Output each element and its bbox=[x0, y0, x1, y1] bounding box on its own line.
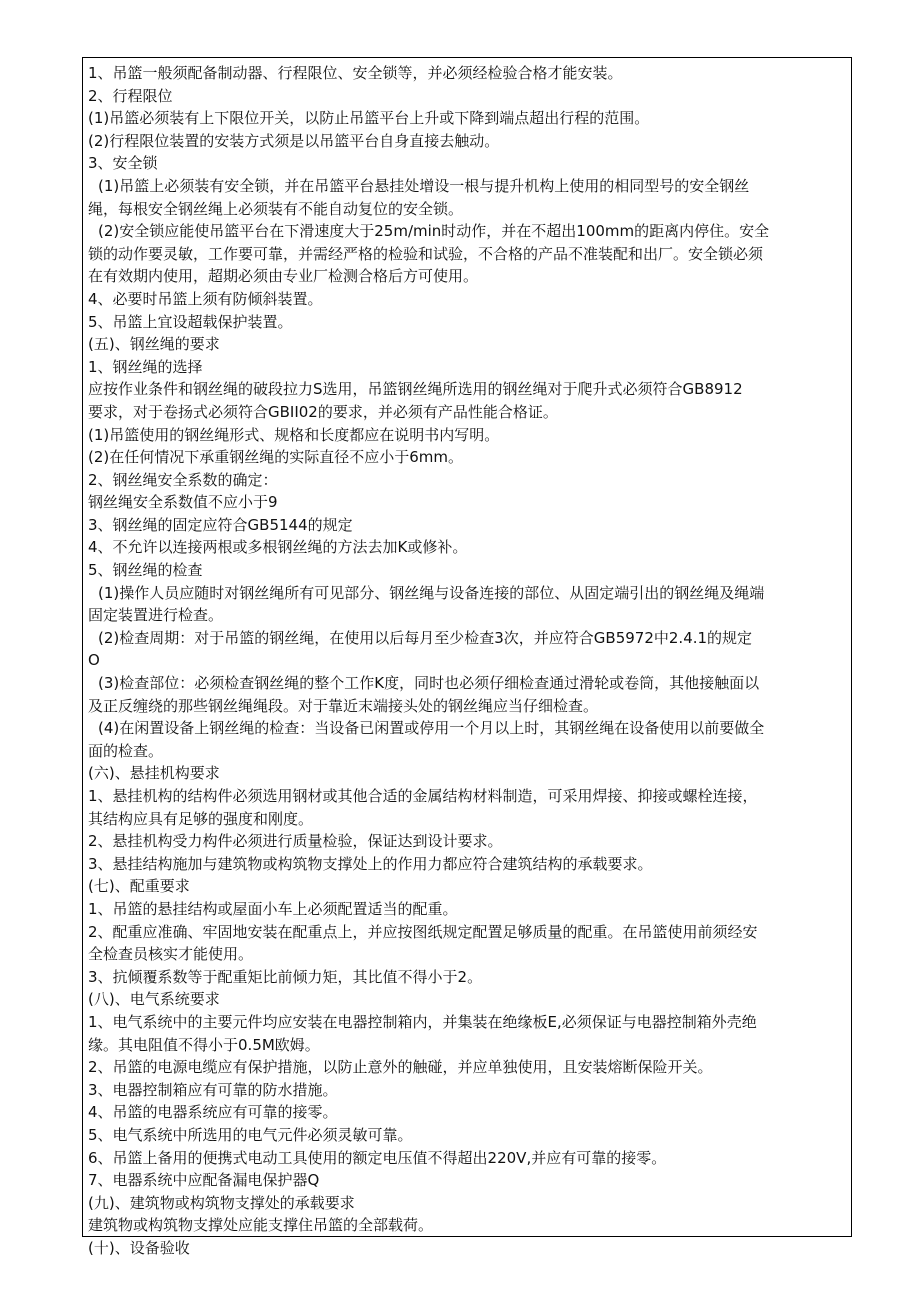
section-heading: (八)、电气系统要求 bbox=[88, 990, 220, 1009]
text-line: 4、必要时吊篮上须有防倾斜装置。 bbox=[88, 289, 323, 308]
text-line: (1)吊篮必须装有上下限位开关，以防止吊篮平台上升或下降到端点超出行程的范围。 bbox=[88, 109, 650, 128]
text-line: (1)吊篮上必须装有安全锁，并在吊篮平台悬挂处增设一根与提升机构上使用的相同型号的安全钢丝 bbox=[98, 176, 750, 195]
text-line: 缘。其电阻值不得小于0.5M欧姆。 bbox=[88, 1035, 320, 1054]
text-line: 建筑物或构筑物支撑处应能支撑住吊篮的全部载荷。 bbox=[88, 1216, 434, 1235]
section-heading: 3、安全锁 bbox=[88, 154, 158, 173]
section-heading: (五)、钢丝绳的要求 bbox=[88, 335, 220, 354]
section-heading: (九)、建筑物或构筑物支撑处的承载要求 bbox=[88, 1193, 355, 1212]
text-line: (2)行程限位装置的安装方式须是以吊篮平台自身直接去触动。 bbox=[88, 131, 500, 150]
text-line: 面的检查。 bbox=[88, 741, 164, 760]
text-line: 5、电气系统中所选用的电气元件必须灵敏可靠。 bbox=[88, 1125, 413, 1144]
text-line: 3、抗倾覆系数等于配重矩比前倾力矩，其比值不得小于2。 bbox=[88, 967, 483, 986]
section-heading: 2、钢丝绳安全系数的确定： bbox=[88, 470, 278, 489]
text-line: 5、吊篮上宜设超载保护装置。 bbox=[88, 312, 293, 331]
text-line: 其结构应具有足够的强度和刚度。 bbox=[88, 809, 314, 828]
text-line: (3)检查部位：必须检查钢丝绳的整个工作K度，同时也必须仔细检查通过滑轮或卷筒，其他接触面以 bbox=[98, 674, 760, 693]
text-line: 在有效期内使用，超期必须由专业厂检测合格后方可使用。 bbox=[88, 267, 479, 286]
text-line: (2)检查周期：对于吊篮的钢丝绳，在使用以后每月至少检查3次，并应符合GB5972中2.4.1的规定 bbox=[98, 628, 753, 647]
text-line: O bbox=[88, 651, 100, 670]
text-line: 全检查员核实才能使用。 bbox=[88, 945, 254, 964]
section-heading: (六)、悬挂机构要求 bbox=[88, 764, 220, 783]
text-line: (2)安全锁应能使吊篮平台在下滑速度大于25m∕min时动作，并在不超出100mm的距离内停住。安全 bbox=[98, 222, 770, 241]
text-line: 1、悬挂机构的结构件必须选用钢材或其他合适的金属结构材料制造，可采用焊接、抑接或螺栓连接， bbox=[88, 787, 758, 805]
text-line: 2、吊篮的电源电缆应有保护措施，以防止意外的触碰，并应单独使用，且安装熔断保险开关。 bbox=[88, 1058, 713, 1077]
text-line: 2、配重应准确、牢固地安装在配重点上，并应按图纸规定配置足够质量的配重。在吊篮使用前须经安 bbox=[88, 922, 758, 941]
text-line: 应按作业条件和钢丝绳的破段拉力S选用，吊篮钢丝绳所选用的钢丝绳对于爬升式必须符合GB8912 bbox=[88, 380, 743, 399]
text-line: 3、悬挂结构施加与建筑物或构筑物支撑处上的作用力都应符合建筑结构的承载要求。 bbox=[88, 854, 653, 873]
text-line: 1、电气系统中的主要元件均应安装在电器控制箱内，并集装在绝缘板E,必须保证与电器控制箱外壳绝 bbox=[88, 1012, 757, 1031]
text-line: 要求，对于卷扬式必须符合GBII02的要求，并必须有产品性能合格证。 bbox=[88, 402, 558, 421]
text-line: 及正反缠绕的那些钢丝绳绳段。对于靠近末端接头处的钢丝绳应当仔细检查。 bbox=[88, 696, 599, 715]
text-line: 1、吊篮一般须配备制动器、行程限位、安全锁等，并必须经检验合格才能安装。 bbox=[88, 64, 623, 82]
section-heading: 2、行程限位 bbox=[88, 86, 173, 105]
text-line: (2)在任何情况下承重钢丝绳的实际直径不应小于6mm。 bbox=[88, 448, 464, 467]
text-line: 4、不允许以连接两根或多根钢丝绳的方法去加K或修补。 bbox=[88, 538, 468, 557]
text-line: (4)在闲置设备上钢丝绳的检查：当设备已闲置或停用一个月以上时，其钢丝绳在设备使用以前要做全 bbox=[98, 719, 765, 738]
section-heading: (十)、设备验收 bbox=[88, 1238, 190, 1257]
section-heading: 1、钢丝绳的选择 bbox=[88, 357, 203, 376]
document-body bbox=[88, 62, 849, 1259]
text-line: 3、电器控制箱应有可靠的防水措施。 bbox=[88, 1080, 338, 1099]
text-line: 固定装置进行检查。 bbox=[88, 606, 224, 625]
text-line: 锁的动作要灵敏，工作要可靠，并需经严格的检验和试验，不合格的产品不准装配和出厂。安全锁必须 bbox=[88, 244, 764, 263]
text-line: 6、吊篮上备用的便携式电动工具使用的额定电压值不得超出220V,并应有可靠的接零。 bbox=[88, 1148, 667, 1167]
text-line: 4、吊篮的电器系统应有可靠的接零。 bbox=[88, 1103, 338, 1122]
section-heading: 5、钢丝绳的检查 bbox=[88, 561, 203, 580]
text-line: 3、钢丝绳的固定应符合GB5144的规定 bbox=[88, 515, 353, 534]
text-line: 1、吊篮的悬挂结构或屋面小车上必须配置适当的配重。 bbox=[88, 899, 458, 918]
text-line: (1)吊篮使用的钢丝绳形式、规格和长度都应在说明书内写明。 bbox=[88, 425, 500, 444]
text-line: 钢丝绳安全系数值不应小于9 bbox=[88, 493, 278, 512]
text-line: 7、电器系统中应配备漏电保护器Q bbox=[88, 1171, 320, 1190]
section-heading: (七)、配重要求 bbox=[88, 877, 190, 896]
text-line: 2、悬挂机构受力构件必须进行质量检验，保证达到设计要求。 bbox=[88, 832, 503, 851]
document-frame bbox=[82, 57, 852, 1257]
text-line: (1)操作人员应随时对钢丝绳所有可见部分、钢丝绳与设备连接的部位、从固定端引出的钢丝绳及绳端 bbox=[98, 583, 765, 602]
text-line: 绳，每根安全钢丝绳上必须装有不能自动复位的安全锁。 bbox=[88, 199, 464, 218]
